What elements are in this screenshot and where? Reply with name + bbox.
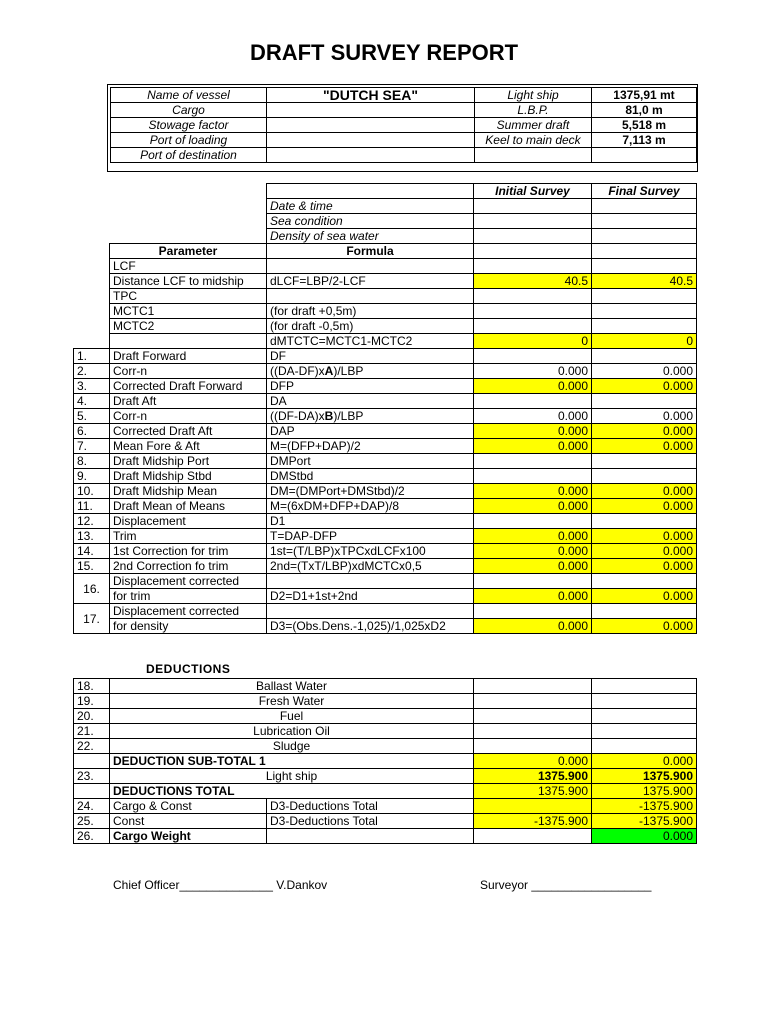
table-row xyxy=(74,694,697,709)
empty-cell xyxy=(74,199,110,214)
table-row xyxy=(74,304,697,319)
initial-value: 0 xyxy=(474,334,592,349)
initial-value xyxy=(474,514,592,529)
ship-spec-label: Keel to main deck xyxy=(475,133,592,148)
final-value: 0.000 xyxy=(592,439,697,454)
parameter-label: Corrected Draft Forward xyxy=(110,379,267,394)
row-number: 24. xyxy=(74,799,110,814)
formula: D1 xyxy=(267,514,474,529)
vessel-field-value xyxy=(267,133,475,148)
final-value: 0.000 xyxy=(592,364,697,379)
final-value xyxy=(592,694,697,709)
deductions-title: DEDUCTIONS xyxy=(146,662,231,676)
table-row xyxy=(74,559,697,574)
formula: 2nd=(TxT/LBP)xdMCTCx0,5 xyxy=(267,559,474,574)
final-value: 0.000 xyxy=(592,754,697,769)
initial-value xyxy=(474,709,592,724)
final-value: -1375.900 xyxy=(592,814,697,829)
initial-value: 0.000 xyxy=(474,619,592,634)
initial-value: 0.000 xyxy=(474,544,592,559)
final-value xyxy=(592,454,697,469)
row-number: 3. xyxy=(74,379,110,394)
row-number: 21. xyxy=(74,724,110,739)
table-row xyxy=(74,544,697,559)
final-value xyxy=(592,304,697,319)
row-number: 17. xyxy=(74,604,110,634)
table-row xyxy=(74,574,697,589)
formula: 1st=(T/LBP)xTPCxdLCFx100 xyxy=(267,544,474,559)
final-value: 0 xyxy=(592,334,697,349)
initial-value: 1375.900 xyxy=(474,784,592,799)
parameter-label: Corr-n xyxy=(110,409,267,424)
initial-value: 0.000 xyxy=(474,424,592,439)
deduction-label: Fresh Water xyxy=(110,694,474,709)
final-value: -1375.900 xyxy=(592,799,697,814)
final-value xyxy=(592,289,697,304)
formula: DFP xyxy=(267,379,474,394)
row-number: 13. xyxy=(74,529,110,544)
initial-value: 0.000 xyxy=(474,754,592,769)
empty-cell xyxy=(74,229,110,244)
initial-value xyxy=(474,199,592,214)
deduction-label: Sludge xyxy=(110,739,474,754)
initial-value xyxy=(474,394,592,409)
parameter-label: 1st Correction for trim xyxy=(110,544,267,559)
condition-label: Density of sea water xyxy=(267,229,474,244)
initial-value: -1375.900 xyxy=(474,814,592,829)
parameter-label: TPC xyxy=(110,289,267,304)
final-value: 1375.900 xyxy=(592,769,697,784)
ship-spec-label xyxy=(475,148,592,163)
table-row xyxy=(74,319,697,334)
vessel-field-label: Cargo xyxy=(111,103,267,118)
table-row xyxy=(74,259,697,274)
parameter-label: MCTC1 xyxy=(110,304,267,319)
ship-spec-value xyxy=(592,148,697,163)
row-number: 15. xyxy=(74,559,110,574)
formula: D3=(Obs.Dens.-1,025)/1,025xD2 xyxy=(267,619,474,634)
ship-spec-label: Light ship xyxy=(475,88,592,103)
initial-survey-header: Initial Survey xyxy=(474,184,592,199)
table-row xyxy=(74,769,697,784)
row-number: 14. xyxy=(74,544,110,559)
final-value: 0.000 xyxy=(592,409,697,424)
table-row xyxy=(74,514,697,529)
formula: D3-Deductions Total xyxy=(267,799,474,814)
table-row xyxy=(74,784,697,799)
parameter-label: Draft Forward xyxy=(110,349,267,364)
parameter-label xyxy=(110,334,267,349)
cargo-weight-label: Cargo Weight xyxy=(110,829,267,844)
deductions-total-label: DEDUCTIONS TOTAL xyxy=(110,784,474,799)
parameter-label: for density xyxy=(110,619,267,634)
chief-officer-signature: Chief Officer______________ V.Dankov xyxy=(113,878,328,892)
initial-value xyxy=(474,319,592,334)
row-number: 6. xyxy=(74,424,110,439)
formula xyxy=(267,574,474,589)
parameter-label: Draft Midship Stbd xyxy=(110,469,267,484)
vessel-field-label: Port of destination xyxy=(111,148,267,163)
formula: DA xyxy=(267,394,474,409)
row-number: 22. xyxy=(74,739,110,754)
empty-cell xyxy=(74,334,110,349)
final-value xyxy=(592,514,697,529)
formula: D2=D1+1st+2nd xyxy=(267,589,474,604)
parameter-label: Displacement corrected xyxy=(110,604,267,619)
vessel-field-label: Stowage factor xyxy=(111,118,267,133)
formula: DMStbd xyxy=(267,469,474,484)
row-number: 26. xyxy=(74,829,110,844)
row-number: 16. xyxy=(74,574,110,604)
row-number: 1. xyxy=(74,349,110,364)
formula: M=(DFP+DAP)/2 xyxy=(267,439,474,454)
table-row xyxy=(74,484,697,499)
parameter-label: LCF xyxy=(110,259,267,274)
table-row xyxy=(111,148,697,163)
parameter-label: Draft Midship Mean xyxy=(110,484,267,499)
final-survey-header: Final Survey xyxy=(592,184,697,199)
table-row xyxy=(74,424,697,439)
ship-spec-value: 7,113 m xyxy=(592,133,697,148)
formula-part: )/LBP xyxy=(333,409,364,423)
vessel-field-value xyxy=(267,118,475,133)
vessel-field-label: Port of loading xyxy=(111,133,267,148)
initial-value: 0.000 xyxy=(474,484,592,499)
initial-value: 0.000 xyxy=(474,364,592,379)
table-row xyxy=(74,394,697,409)
formula-header: Formula xyxy=(267,244,474,259)
cargo-const-label: Cargo & Const xyxy=(110,799,267,814)
parameter-label: Corrected Draft Aft xyxy=(110,424,267,439)
final-value: 0.000 xyxy=(592,829,697,844)
empty-cell xyxy=(74,319,110,334)
ship-spec-label: L.B.P. xyxy=(475,103,592,118)
row-number: 25. xyxy=(74,814,110,829)
vessel-info-table xyxy=(110,87,697,163)
table-row xyxy=(74,334,697,349)
formula xyxy=(267,364,474,379)
initial-value xyxy=(474,304,592,319)
empty-cell xyxy=(74,289,110,304)
empty-cell xyxy=(74,259,110,274)
final-value: 1375.900 xyxy=(592,784,697,799)
initial-value: 0.000 xyxy=(474,589,592,604)
initial-value xyxy=(474,724,592,739)
parameter-label: 2nd Correction fo trim xyxy=(110,559,267,574)
row-number: 23. xyxy=(74,769,110,784)
table-row xyxy=(74,364,697,379)
initial-value xyxy=(474,574,592,589)
final-value xyxy=(592,319,697,334)
table-row xyxy=(74,754,697,769)
empty-cell xyxy=(74,304,110,319)
parameter-label: Distance LCF to midship xyxy=(110,274,267,289)
final-value: 0.000 xyxy=(592,589,697,604)
table-row xyxy=(74,214,697,229)
condition-label: Date & time xyxy=(267,199,474,214)
initial-value xyxy=(474,229,592,244)
initial-value: 0.000 xyxy=(474,499,592,514)
table-row xyxy=(74,349,697,364)
formula xyxy=(267,829,474,844)
row-number: 11. xyxy=(74,499,110,514)
parameter-label: Draft Midship Port xyxy=(110,454,267,469)
row-number: 5. xyxy=(74,409,110,424)
formula xyxy=(267,289,474,304)
vessel-field-value: "DUTCH SEA" xyxy=(267,88,475,103)
table-row xyxy=(74,799,697,814)
formula xyxy=(267,259,474,274)
row-number: 12. xyxy=(74,514,110,529)
final-value: 0.000 xyxy=(592,559,697,574)
blank-formula-cell xyxy=(267,184,474,199)
initial-value xyxy=(474,259,592,274)
table-row xyxy=(111,103,697,118)
final-value xyxy=(592,394,697,409)
final-value xyxy=(592,199,697,214)
formula-coefficient: A xyxy=(324,364,334,378)
initial-value: 1375.900 xyxy=(474,769,592,784)
table-row xyxy=(74,199,697,214)
row-number: 19. xyxy=(74,694,110,709)
table-row xyxy=(74,529,697,544)
formula: dMTCTC=MCTC1-MCTC2 xyxy=(267,334,474,349)
row-number: 10. xyxy=(74,484,110,499)
final-value: 0.000 xyxy=(592,619,697,634)
table-row xyxy=(74,499,697,514)
row-number: 9. xyxy=(74,469,110,484)
table-row xyxy=(74,589,697,604)
table-row xyxy=(74,244,697,259)
final-value: 0.000 xyxy=(592,544,697,559)
final-value xyxy=(592,214,697,229)
formula: DF xyxy=(267,349,474,364)
final-value xyxy=(592,244,697,259)
parameter-label: Trim xyxy=(110,529,267,544)
vessel-field-value xyxy=(267,148,475,163)
empty-cell xyxy=(74,214,110,229)
empty-cell xyxy=(110,229,267,244)
final-value: 0.000 xyxy=(592,529,697,544)
formula: DM=(DMPort+DMStbd)/2 xyxy=(267,484,474,499)
row-number: 8. xyxy=(74,454,110,469)
table-row xyxy=(74,724,697,739)
ship-spec-label: Summer draft xyxy=(475,118,592,133)
initial-value xyxy=(474,679,592,694)
table-row xyxy=(74,814,697,829)
parameter-label: Draft Aft xyxy=(110,394,267,409)
subtotal-label: DEDUCTION SUB-TOTAL 1 xyxy=(110,754,474,769)
formula: T=DAP-DFP xyxy=(267,529,474,544)
initial-value xyxy=(474,829,592,844)
lightship-label: Light ship xyxy=(110,769,474,784)
row-number xyxy=(74,754,110,769)
table-row xyxy=(74,184,697,199)
ship-spec-value: 1375,91 mt xyxy=(592,88,697,103)
row-number xyxy=(74,784,110,799)
final-value xyxy=(592,229,697,244)
table-row xyxy=(74,454,697,469)
initial-value: 40.5 xyxy=(474,274,592,289)
initial-value xyxy=(474,289,592,304)
formula: D3-Deductions Total xyxy=(267,814,474,829)
final-value: 0.000 xyxy=(592,484,697,499)
table-row xyxy=(74,679,697,694)
final-value xyxy=(592,679,697,694)
table-row xyxy=(74,469,697,484)
report-title: DRAFT SURVEY REPORT xyxy=(249,40,519,65)
initial-value xyxy=(474,454,592,469)
initial-value xyxy=(474,349,592,364)
final-value xyxy=(592,259,697,274)
parameter-label: Corr-n xyxy=(110,364,267,379)
formula: (for draft +0,5m) xyxy=(267,304,474,319)
final-value: 0.000 xyxy=(592,499,697,514)
table-row xyxy=(111,133,697,148)
formula-part: ((DF-DA)x xyxy=(270,409,325,423)
empty-cell xyxy=(110,184,267,199)
table-row xyxy=(74,229,697,244)
formula: DAP xyxy=(267,424,474,439)
row-number: 18. xyxy=(74,679,110,694)
final-value: 0.000 xyxy=(592,424,697,439)
empty-cell xyxy=(110,214,267,229)
ship-spec-value: 5,518 m xyxy=(592,118,697,133)
initial-value: 0.000 xyxy=(474,559,592,574)
formula xyxy=(267,604,474,619)
formula-part: ((DA-DF)x xyxy=(270,364,325,378)
const-label: Const xyxy=(110,814,267,829)
formula-coefficient: B xyxy=(324,409,334,423)
parameter-header: Parameter xyxy=(110,244,267,259)
table-row xyxy=(74,379,697,394)
formula: DMPort xyxy=(267,454,474,469)
parameter-label: Mean Fore & Aft xyxy=(110,439,267,454)
initial-value: 0.000 xyxy=(474,529,592,544)
initial-value xyxy=(474,694,592,709)
ship-spec-value: 81,0 m xyxy=(592,103,697,118)
final-value xyxy=(592,469,697,484)
table-row xyxy=(74,409,697,424)
initial-value: 0.000 xyxy=(474,379,592,394)
initial-value xyxy=(474,604,592,619)
formula xyxy=(267,409,474,424)
vessel-field-label: Name of vessel xyxy=(111,88,267,103)
table-row xyxy=(74,709,697,724)
deduction-label: Fuel xyxy=(110,709,474,724)
final-value xyxy=(592,574,697,589)
row-number: 7. xyxy=(74,439,110,454)
final-value: 0.000 xyxy=(592,379,697,394)
final-value xyxy=(592,709,697,724)
final-value xyxy=(592,604,697,619)
table-row xyxy=(74,439,697,454)
table-row xyxy=(74,289,697,304)
initial-value: 0.000 xyxy=(474,439,592,454)
final-value xyxy=(592,349,697,364)
deduction-label: Ballast Water xyxy=(110,679,474,694)
final-value xyxy=(592,739,697,754)
formula-part: )/LBP xyxy=(333,364,364,378)
final-value xyxy=(592,724,697,739)
deductions-table xyxy=(73,678,697,844)
formula: M=(6xDM+DFP+DAP)/8 xyxy=(267,499,474,514)
initial-value xyxy=(474,244,592,259)
row-number: 4. xyxy=(74,394,110,409)
initial-value xyxy=(474,214,592,229)
condition-label: Sea condition xyxy=(267,214,474,229)
formula: (for draft -0,5m) xyxy=(267,319,474,334)
table-row xyxy=(74,274,697,289)
empty-cell xyxy=(74,274,110,289)
table-row xyxy=(74,604,697,619)
initial-value: 0.000 xyxy=(474,409,592,424)
row-number: 20. xyxy=(74,709,110,724)
empty-cell xyxy=(74,244,110,259)
empty-cell xyxy=(110,199,267,214)
empty-cell xyxy=(74,184,110,199)
initial-value xyxy=(474,469,592,484)
parameter-label: Draft Mean of Means xyxy=(110,499,267,514)
deduction-label: Lubrication Oil xyxy=(110,724,474,739)
table-row xyxy=(111,88,697,103)
table-row xyxy=(74,829,697,844)
survey-table xyxy=(73,183,697,634)
table-row xyxy=(74,739,697,754)
parameter-label: Displacement corrected xyxy=(110,574,267,589)
final-value: 40.5 xyxy=(592,274,697,289)
parameter-label: Displacement xyxy=(110,514,267,529)
parameter-label: for trim xyxy=(110,589,267,604)
formula: dLCF=LBP/2-LCF xyxy=(267,274,474,289)
vessel-field-value xyxy=(267,103,475,118)
surveyor-signature: Surveyor __________________ xyxy=(480,878,652,892)
initial-value xyxy=(474,739,592,754)
parameter-label: MCTC2 xyxy=(110,319,267,334)
table-row xyxy=(74,619,697,634)
table-row xyxy=(111,118,697,133)
initial-value xyxy=(474,799,592,814)
row-number: 2. xyxy=(74,364,110,379)
